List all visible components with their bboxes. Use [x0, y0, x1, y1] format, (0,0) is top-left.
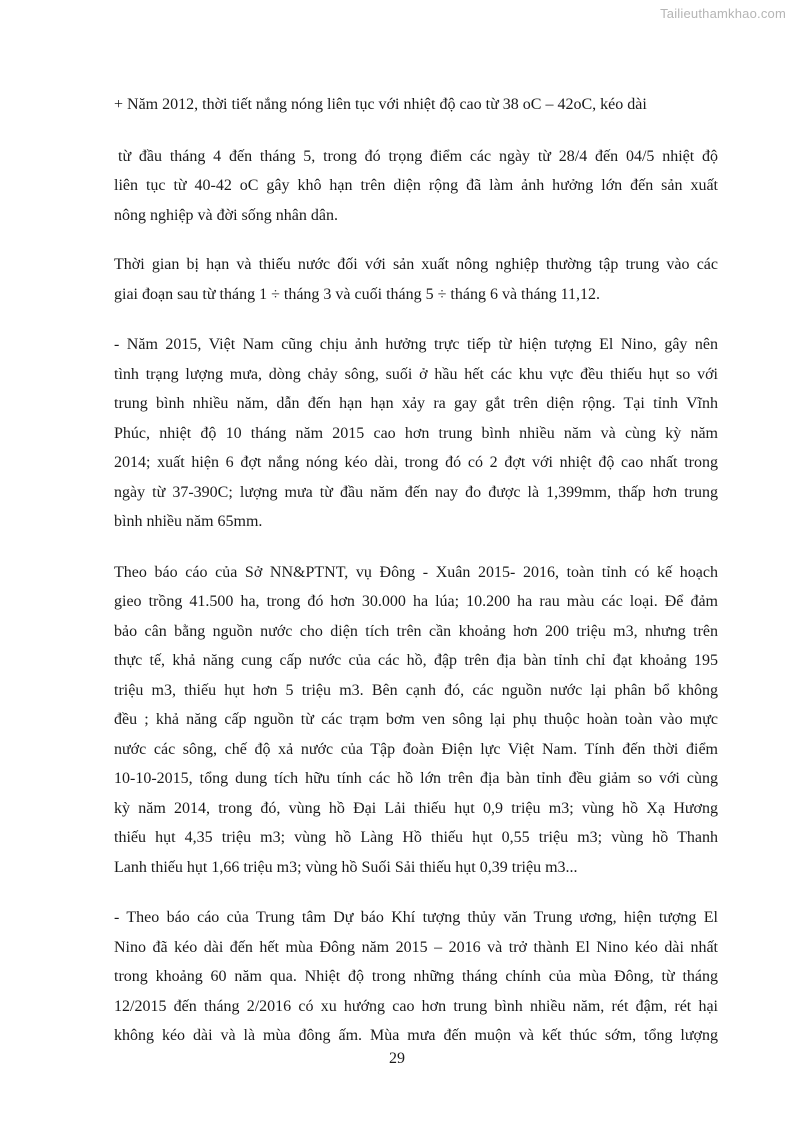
- text-line: Nino đã kéo dài đến hết mùa Đông năm 2015 – 2016 và trở thành El Nino kéo dài nhất: [114, 938, 718, 956]
- text-line: giai đoạn sau từ tháng 1 ÷ tháng 3 và cuối tháng 5 ÷ tháng 6 và tháng 11,12.: [114, 285, 600, 303]
- text-line: triệu m3, thiếu hụt hơn 5 triệu m3. Bên cạnh đó, các nguồn nước lại phân bổ không: [114, 681, 718, 699]
- text-line: + Năm 2012, thời tiết nắng nóng liên tục với nhiệt độ cao từ 38 oC – 42oC, kéo dài: [114, 96, 647, 113]
- text-line: ngày từ 37-390C; lượng mưa từ đầu năm đến nay đo được là 1,399mm, thấp hơn trung: [114, 483, 718, 501]
- text-line: trung bình nhiều năm, dẫn đến hạn hạn xảy ra gay gắt trên diện rộng. Tại tỉnh Vĩnh: [114, 395, 718, 412]
- text-line: kỳ năm 2014, trong đó, vùng hồ Đại Lải thiếu hụt 0,9 triệu m3; vùng hồ Xạ Hương: [114, 799, 718, 817]
- text-line: thực tế, khả năng cung cấp nước của các hồ, đập trên địa bàn tỉnh chỉ đạt khoảng 195: [114, 652, 718, 669]
- paragraph-3: [114, 250, 718, 309]
- page-number: 29: [389, 1050, 405, 1067]
- text-line: 10-10-2015, tổng dung tích hữu tính các hồ lớn trên địa bàn tỉnh đều giảm so với cùng: [114, 770, 718, 787]
- text-line: gieo trồng 41.500 ha, trong đó hơn 30.000 ha lúa; 10.200 ha rau màu các loại. Để đảm: [114, 593, 718, 610]
- watermark: Tailieuthamkhao.com: [660, 6, 786, 21]
- text-line: đều ; khả năng cấp nguồn từ các trạm bơm ven sông lại phụ thuộc hoàn toàn vào mực: [114, 711, 718, 728]
- text-line: trong khoảng 60 năm qua. Nhiệt độ trong những tháng chính của mùa Đông, từ tháng: [114, 968, 718, 985]
- paragraph-6: [114, 903, 718, 1051]
- text-line: không kéo dài và là mùa đông ấm. Mùa mưa đến muộn và kết thúc sớm, tổng lượng: [114, 1027, 718, 1044]
- text-line: Phúc, nhiệt độ 10 tháng năm 2015 cao hơn trung bình nhiều năm và cùng kỳ năm: [114, 424, 718, 442]
- paragraph-2: [114, 142, 718, 231]
- text-line: 12/2015 đến tháng 2/2016 có xu hướng cao hơn trung bình nhiều năm, rét đậm, rét hại: [114, 997, 718, 1015]
- text-line: 2014; xuất hiện 6 đợt nắng nóng kéo dài, trong đó có 2 đợt với nhiệt độ cao nhất trong: [114, 454, 718, 471]
- text-line: bình nhiều năm 65mm.: [114, 513, 263, 530]
- text-line: bảo cân bằng nguồn nước cho diện tích trên cần khoảng hơn 200 triệu m3, nhưng trên: [114, 622, 718, 640]
- text-line: nông nghiệp và đời sống nhân dân.: [114, 206, 338, 224]
- text-line: từ đầu tháng 4 đến tháng 5, trong đó trọng điểm các ngày từ 28/4 đến 04/5 nhiệt độ: [118, 147, 718, 165]
- text-line: - Năm 2015, Việt Nam cũng chịu ảnh hưởng trực tiếp từ hiện tượng El Nino, gây nên: [114, 336, 718, 353]
- text-line: thiếu hụt 4,35 triệu m3; vùng hồ Làng Hồ thiếu hụt 0,55 triệu m3; vùng hồ Thanh: [114, 829, 718, 846]
- text-line: Thời gian bị hạn và thiếu nước đối với sản xuất nông nghiệp thường tập trung vào các: [114, 256, 718, 273]
- text-line: Theo báo cáo của Sở NN&PTNT, vụ Đông - Xuân 2015- 2016, toàn tỉnh có kế hoạch: [114, 563, 718, 581]
- paragraph-1: [114, 90, 718, 120]
- text-line: nước các sông, chế độ xả nước của Tập đoàn Điện lực Việt Nam. Tính đến thời điểm: [114, 740, 718, 758]
- text-line: tình trạng lượng mưa, dòng chảy sông, suối ở hầu hết các khu vực đều thiếu hụt so với: [114, 365, 718, 383]
- paragraph-4: [114, 330, 718, 537]
- text-line: - Theo báo cáo của Trung tâm Dự báo Khí tượng thủy văn Trung ương, hiện tượng El: [114, 909, 718, 926]
- text-line: liên tục từ 40-42 oC gây khô hạn trên diện rộng đã làm ảnh hưởng lớn đến sản xuất: [114, 177, 718, 194]
- document-body: [114, 90, 718, 1051]
- text-line: Lanh thiếu hụt 1,66 triệu m3; vùng hồ Suối Sải thiếu hụt 0,39 triệu m3...: [114, 858, 578, 876]
- paragraph-5: [114, 558, 718, 883]
